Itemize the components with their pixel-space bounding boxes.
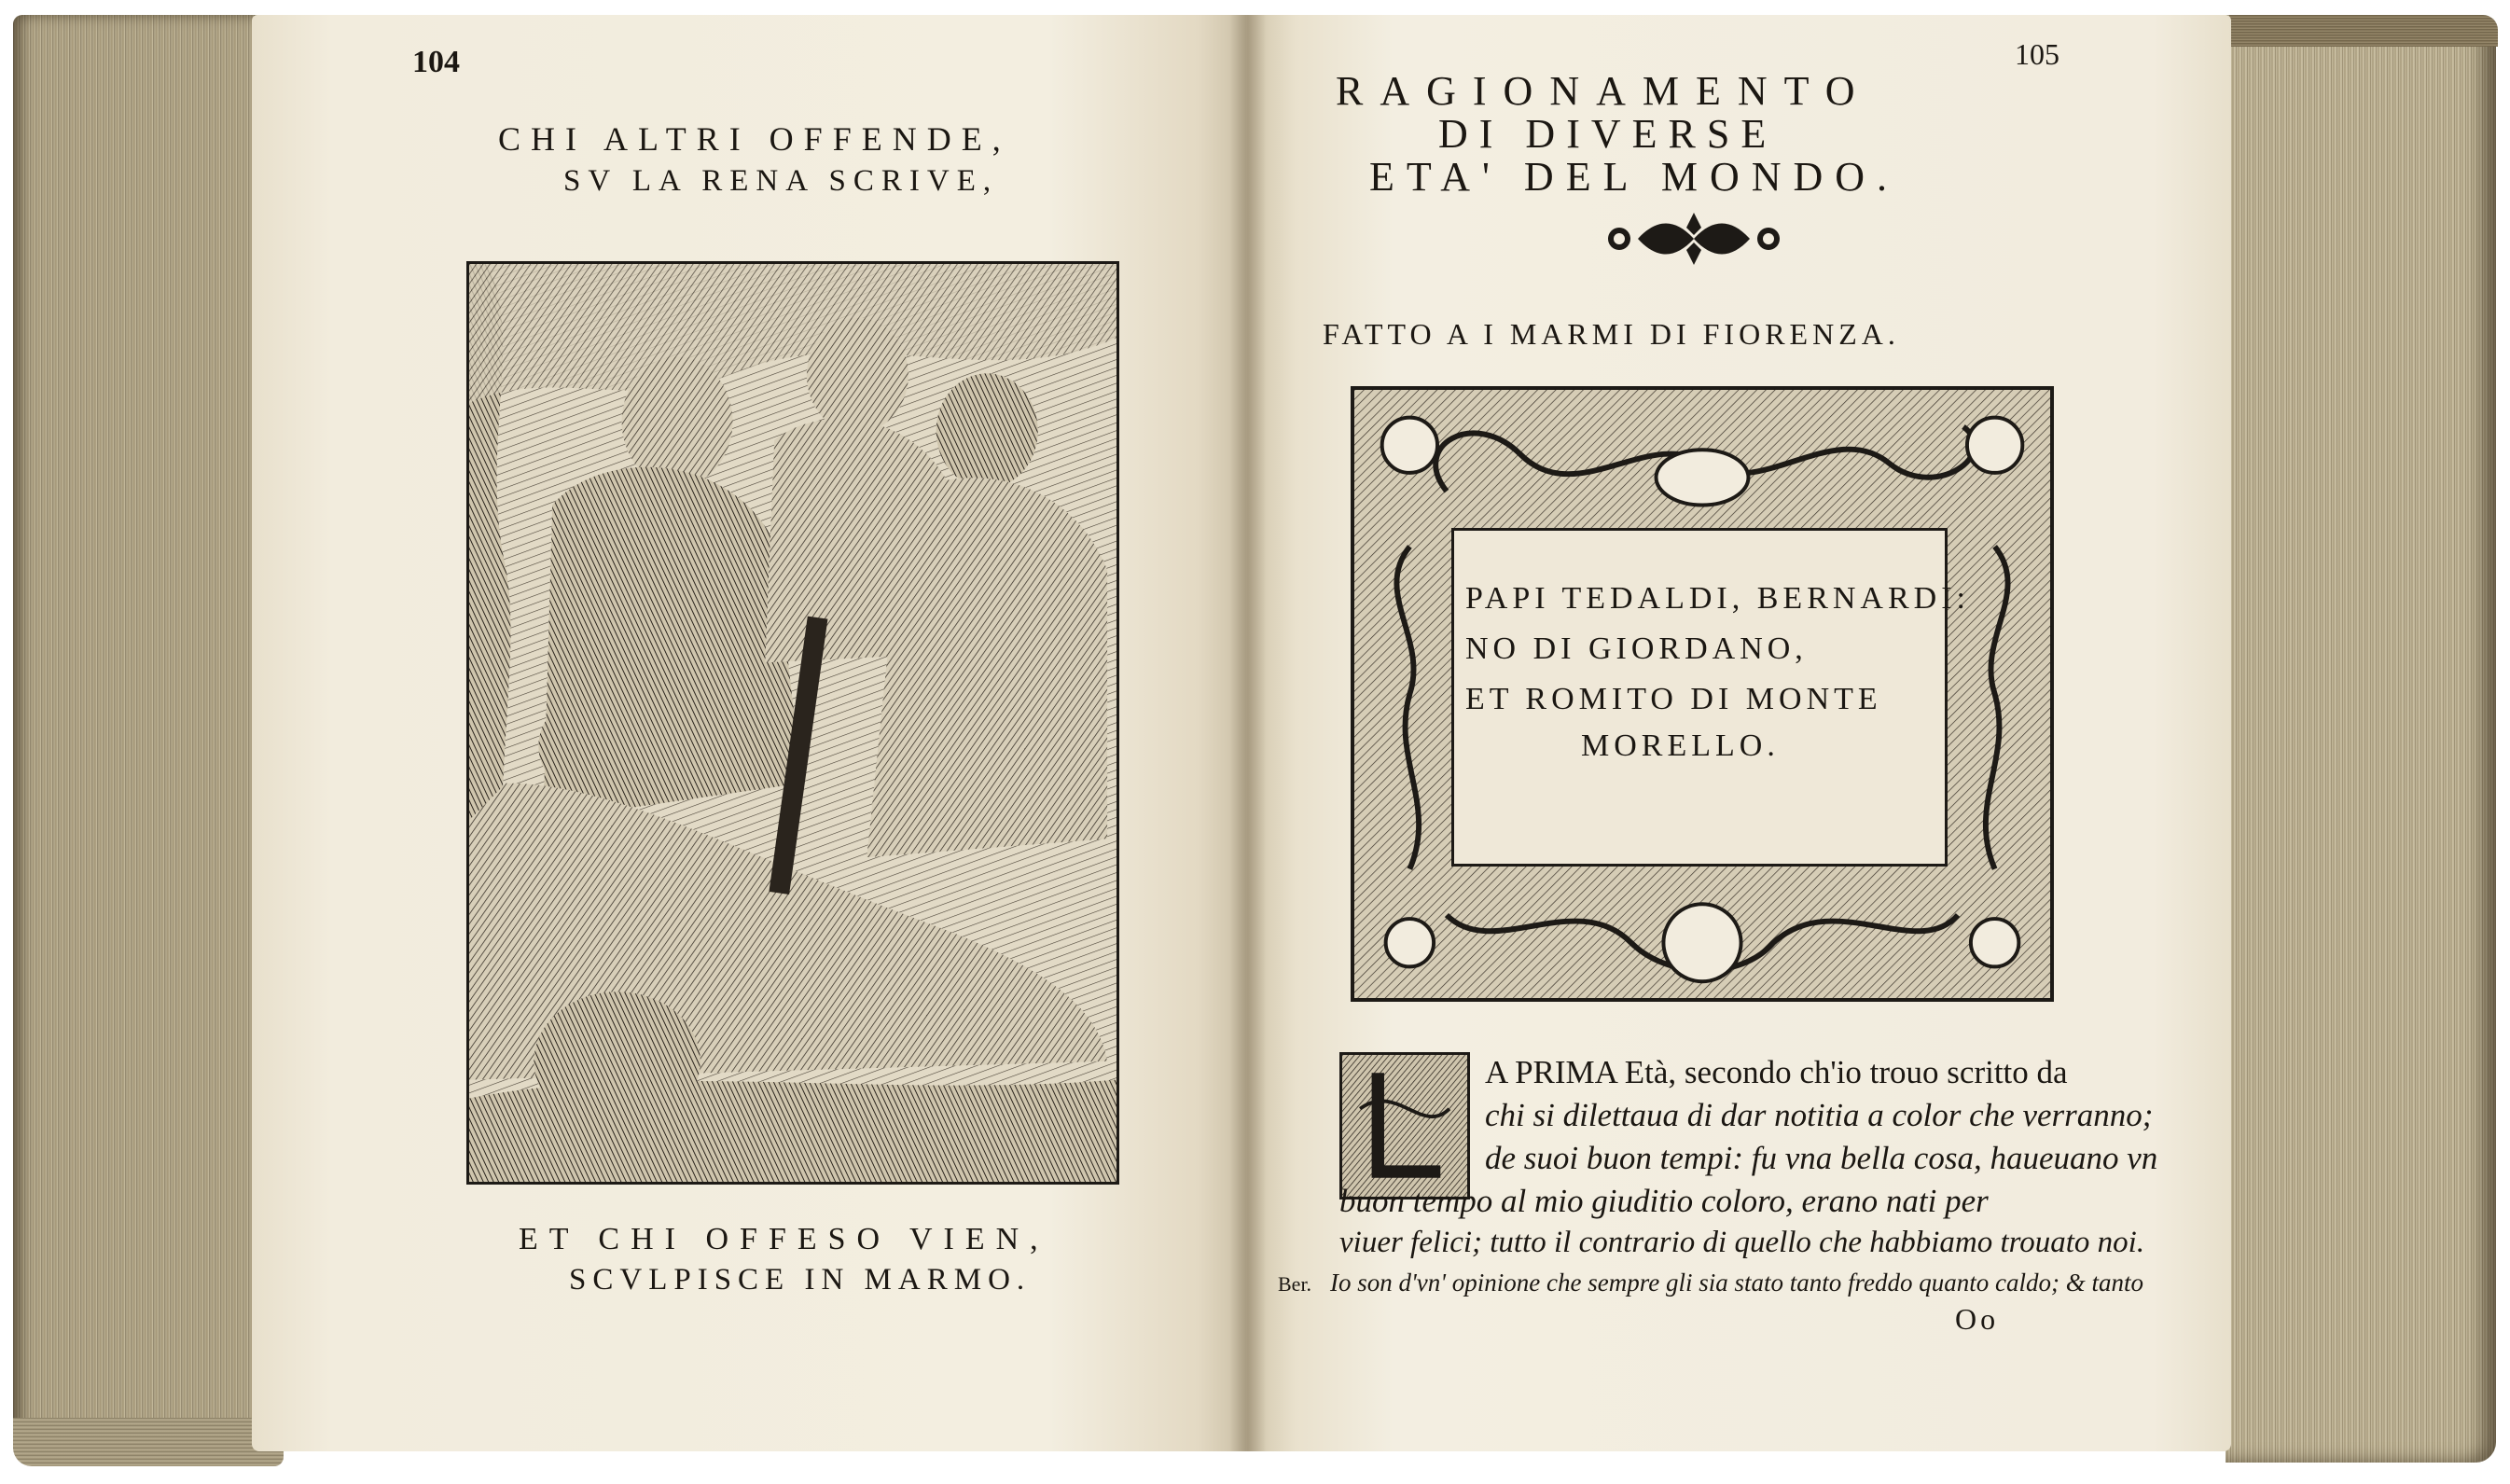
left-title-line-2: SV LA RENA SCRIVE, [563, 164, 999, 198]
frame-line-4: MORELLO. [1581, 728, 1780, 763]
left-title-line-1: CHI ALTRI OFFENDE, [498, 120, 1011, 158]
frame-text-panel [1451, 528, 1970, 867]
left-page-number: 104 [412, 45, 460, 79]
left-page-block [13, 15, 270, 1463]
speaker-line: Io son d'vn' opinione che sempre gli sia stato tanto freddo quanto caldo; & tanto [1330, 1269, 2143, 1297]
right-cover-edge [2229, 15, 2498, 47]
woodcut-illustration [466, 261, 1119, 1185]
ornamental-frame [1351, 386, 2054, 1002]
left-cover-edge [13, 1418, 284, 1466]
book-gutter [1229, 15, 1267, 1451]
right-page-block [2226, 15, 2496, 1463]
signature-mark: Oo [1955, 1302, 2000, 1336]
right-subtitle: FATTO A I MARMI DI FIORENZA. [1323, 317, 1900, 351]
body-line-4: buon tempo al mio giuditio coloro, erano nati per [1339, 1183, 1989, 1219]
right-heading-line-2: DI DIVERSE [1438, 111, 1778, 157]
right-heading-line-1: RAGIONAMENTO [1336, 68, 1872, 114]
body-line-2: chi si dilettaua di dar notitia a color che verranno; [1485, 1097, 2154, 1133]
left-caption-line-2: SCVLPISCE IN MARMO. [569, 1263, 1032, 1297]
frame-line-2: NO DI GIORDANO, [1465, 631, 1808, 666]
frame-line-3: ET ROMITO DI MONTE [1465, 682, 1882, 716]
frame-line-1: PAPI TEDALDI, BERNARDI: [1465, 581, 1970, 616]
body-line-5: viuer felici; tutto il contrario di quello che habbiamo trouato noi. [1339, 1226, 2145, 1259]
decorated-initial [1339, 1052, 1470, 1200]
body-line-3: de suoi buon tempi: fu vna bella cosa, haueuano vn [1485, 1140, 2158, 1176]
fleuron-ornament [1601, 209, 1787, 270]
right-heading-line-3: ETA' DEL MONDO. [1369, 154, 1900, 200]
speaker-tag: Ber. [1278, 1272, 1312, 1296]
left-caption-line-1: ET CHI OFFESO VIEN, [519, 1222, 1049, 1256]
right-page-number: 105 [2015, 37, 2059, 71]
body-line-1: A PRIMA Età, secondo ch'io trouo scritto da [1485, 1054, 2068, 1090]
